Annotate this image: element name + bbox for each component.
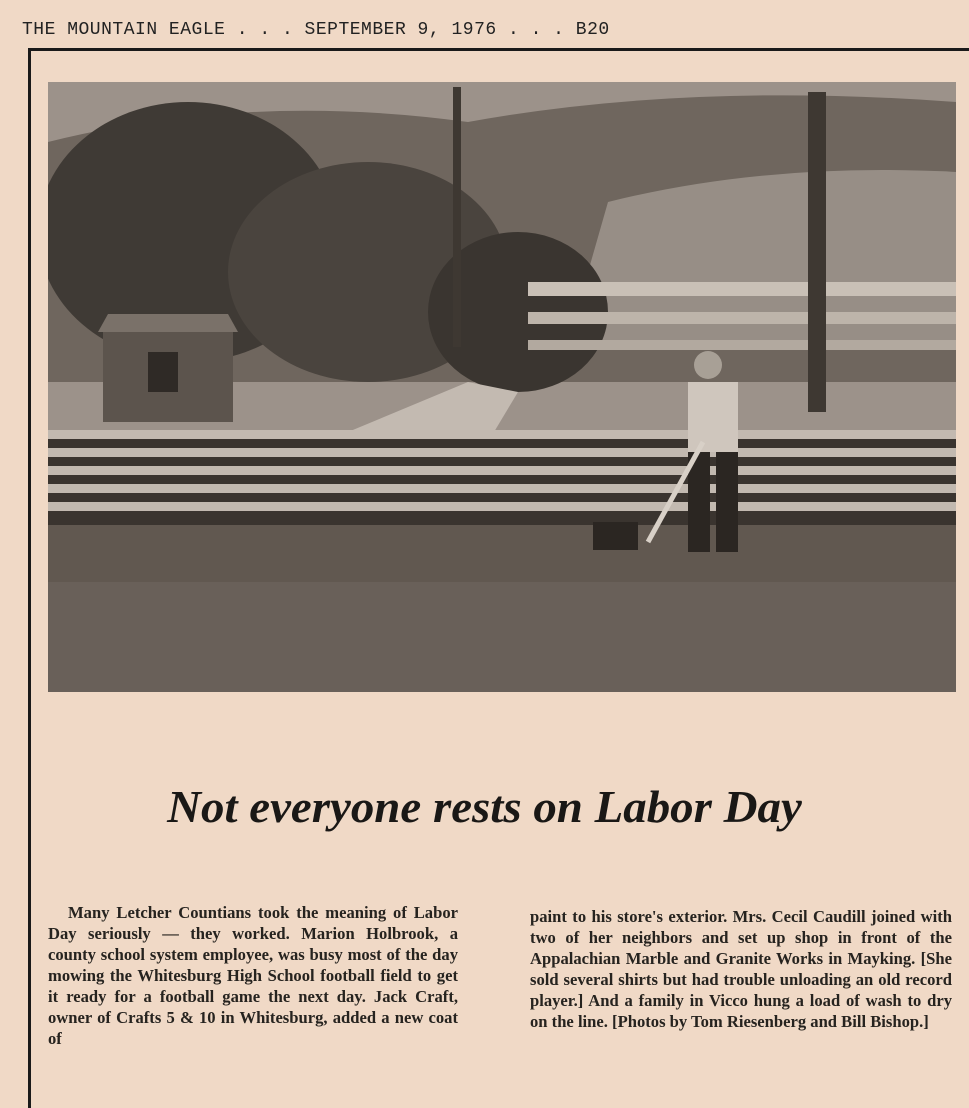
article-column-2: paint to his store's exterior. Mrs. Cecil Caudill joined with two of her neighbors and set up shop in front of the Appalachian Marble and Granite Works in Mayking. [She sold several shirts but had trouble unloading an old record player.] And a family in Vicco hung a load of wash to dry on the line. [Photos by Tom Riesenberg and Bill Bishop.] [530, 907, 952, 1031]
headline: Not everyone rests on Labor Day [167, 781, 802, 832]
news-photo [48, 82, 956, 692]
article-column-1: Many Letcher Countians took the meaning of Labor Day seriously — they worked. Marion Holbrook, a county school system employee, was busy most of the day mowing the Whitesburg High School football field to get it ready for a football game the next day. Jack Craft, owner of Crafts 5 & 10 in Whitesburg, added a new coat of [48, 903, 458, 1048]
masthead: THE MOUNTAIN EAGLE . . . SEPTEMBER 9, 1976 . . . B20 [22, 20, 610, 40]
